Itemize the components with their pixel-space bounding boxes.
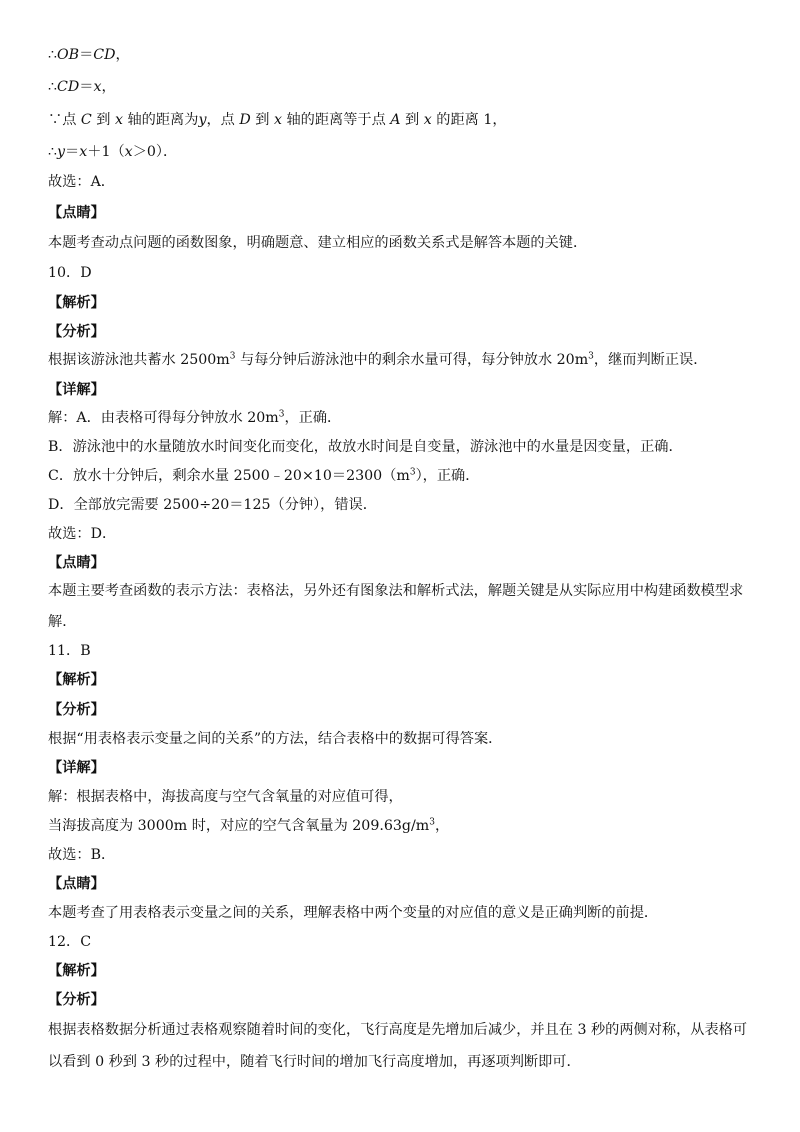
var-x: x <box>124 144 133 160</box>
q9-line-cd-eq-x <box>48 77 758 97</box>
q11-tip-text: 本题考查了用表格表示变量之间的关系，理解表格中两个变量的对应值的意义是正确判断的前提． <box>48 905 659 921</box>
text-run: C．放水十分钟后，剩余水量 2500﹣20×10＝2300（m <box>48 468 410 484</box>
text-run: ＞0）． <box>132 144 178 160</box>
var-x: x <box>79 144 88 160</box>
var-cd: CD <box>57 79 80 95</box>
text-run: 到 <box>400 112 424 128</box>
q11-answer: 故选：B． <box>48 847 116 863</box>
text-run: ， <box>434 818 450 834</box>
var-x: x <box>93 79 102 95</box>
text-run: 与每分钟后游泳池中的剩余水量可得，每分钟放水 20m <box>235 352 589 368</box>
q10-detail-heading: 【详解】 <box>48 382 105 398</box>
text-run: 到 <box>250 112 274 128</box>
q10-tip-text-2: 解． <box>48 614 77 630</box>
q10-fenxi-text <box>48 350 758 370</box>
equals-sign: ＝ <box>79 47 94 63</box>
equals-sign: ＝ <box>79 79 94 95</box>
text-run: 当海拔高度为 3000m 时，对应的空气含氧量为 209.63g/m <box>48 818 430 834</box>
text-run: ），正确． <box>415 468 480 484</box>
q12-fenxi-text-2: 以看到 0 秒到 3 秒的过程中，随着飞行时间的增加飞行高度增加，再逐项判断即可． <box>48 1054 581 1070</box>
therefore-symbol: ∴ <box>48 144 58 160</box>
comma: ， <box>101 79 116 95</box>
q10-analysis-heading: 【解析】 <box>48 295 105 311</box>
superscript: 3 <box>429 817 435 828</box>
var-a: A <box>390 112 401 128</box>
text-run: ∵点 <box>48 112 81 128</box>
q11-number: 11．B <box>48 643 91 659</box>
var-y: y <box>57 144 66 160</box>
q9-line-because <box>48 110 758 130</box>
text-run: 解：A．由表格可得每分钟放水 20m <box>48 410 279 426</box>
q10-number: 10．D <box>48 265 92 281</box>
text-run: ，点 <box>206 112 240 128</box>
q9-tip-text: 本题考查动点问题的函数图象，明确题意、建立相应的函数关系式是解答本题的关键． <box>48 235 588 251</box>
text-run: 的距离 1， <box>431 112 507 128</box>
q9-line-ob-eq-cd <box>48 45 758 65</box>
q11-detail-1: 解：根据表格中，海拔高度与空气含氧量的对应值可得， <box>48 789 403 805</box>
q10-tip-text-1: 本题主要考查函数的表示方法：表格法，另外还有图象法和解析式法，解题关键是从实际应用中构建函数模型求 <box>48 583 744 599</box>
q9-tip-heading: 【点睛】 <box>48 205 105 221</box>
q11-tip-heading: 【点睛】 <box>48 876 105 892</box>
q11-fenxi-heading: 【分析】 <box>48 702 105 718</box>
comma: ， <box>115 47 130 63</box>
q10-detail-b: B．游泳池中的水量随放水时间变化而变化，故放水时间是自变量，游泳池中的水量是因变量，正确． <box>48 439 683 455</box>
q10-answer: 故选：D． <box>48 526 117 542</box>
var-cd: CD <box>93 47 116 63</box>
q12-fenxi-text-1: 根据表格数据分析通过表格观察随着时间的变化，飞行高度是先增加后减少，并且在 3 秒的两侧对称，从表格可 <box>48 1022 748 1038</box>
var-x: x <box>114 112 123 128</box>
var-x: x <box>423 112 432 128</box>
q11-fenxi-text: 根据“用表格表示变量之间的关系”的方法，结合表格中的数据可得答案． <box>48 731 503 747</box>
therefore-symbol: ∴ <box>48 47 58 63</box>
q10-detail-d: D．全部放完需要 2500÷20＝125（分钟），错误． <box>48 497 377 513</box>
equals-sign: ＝ <box>65 144 80 160</box>
superscript: 3 <box>588 351 594 362</box>
q11-detail-heading: 【详解】 <box>48 760 105 776</box>
q12-fenxi-heading: 【分析】 <box>48 992 105 1008</box>
q12-analysis-heading: 【解析】 <box>48 963 105 979</box>
superscript: 3 <box>229 351 236 362</box>
q12-number: 12．C <box>48 934 92 950</box>
q10-detail-a <box>48 408 758 428</box>
text-run: ＋1（ <box>87 144 125 160</box>
text-run: 轴的距离等于点 <box>281 112 391 128</box>
var-ob: OB <box>57 47 80 63</box>
q10-tip-heading: 【点睛】 <box>48 555 105 571</box>
var-y: y <box>198 112 207 128</box>
text-run: ，继而判断正误． <box>593 352 708 368</box>
text-run: 到 <box>91 112 115 128</box>
superscript: 3 <box>278 409 285 420</box>
var-c: C <box>80 112 92 128</box>
q10-fenxi-heading: 【分析】 <box>48 324 105 340</box>
q11-detail-2 <box>48 816 758 836</box>
var-x: x <box>273 112 282 128</box>
text-run: 轴的距离为 <box>122 112 199 128</box>
superscript: 3 <box>409 467 416 478</box>
text-run: ，正确． <box>284 410 342 426</box>
q11-analysis-heading: 【解析】 <box>48 672 105 688</box>
q9-answer: 故选：A． <box>48 174 115 190</box>
var-d: D <box>239 112 251 128</box>
text-run: 根据该游泳池共蓄水 2500m <box>48 352 230 368</box>
q9-line-y-eq <box>48 142 758 162</box>
q10-detail-c <box>48 466 758 486</box>
therefore-symbol: ∴ <box>48 79 58 95</box>
